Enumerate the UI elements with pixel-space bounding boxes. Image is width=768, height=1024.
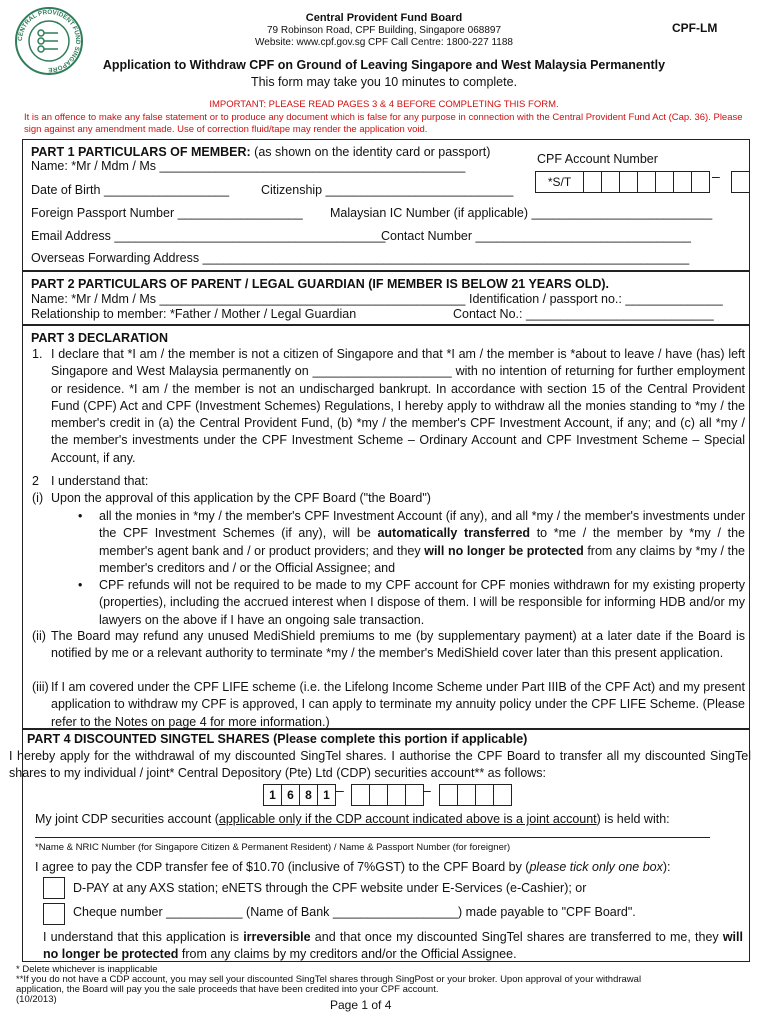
part1-heading: PART 1 PARTICULARS OF MEMBER: (31, 145, 251, 159)
cpf-digit-box[interactable] (637, 171, 656, 193)
joint-account-a: My joint CDP securities account ( (35, 812, 219, 826)
overseas-address-field[interactable]: Overseas Forwarding Address ______________________________________________________________________ (31, 251, 690, 265)
relationship-field[interactable]: Relationship to member: *Father / Mother / Legal Guardian (31, 307, 357, 321)
part3-heading: PART 3 DECLARATION (31, 331, 169, 345)
cdp-digit-box: 1 (263, 784, 282, 806)
contact-number-field[interactable]: Contact Number _______________________________ (381, 229, 691, 243)
bullet-2-text: CPF refunds will not be required to be made to my CPF account for CPF monies withdrawn for my existing property (properties), including the accrued interest when I dispose of them. I will be responsible for informing HDB and/or my lawyers on the above if I have an ongoing sale transaction. (99, 578, 745, 627)
joint-account-underlined: applicable only if the CDP account indicated above is a joint account (218, 812, 597, 826)
member-name-field[interactable]: Name: *Mr / Mdm / Ms ____________________________________________ (31, 159, 466, 173)
cdp-digit-box: 1 (317, 784, 336, 806)
form-title: Application to Withdraw CPF on Ground of Leaving Singapore and West Malaysia Permanently (102, 58, 666, 72)
part1-section (22, 139, 750, 271)
joint-account-b: ) is held with: (596, 812, 670, 826)
cdp-dash-1: – (336, 782, 344, 798)
bullet-1-bold-a: automatically transferred (377, 526, 531, 541)
logo-text: CENTRAL PROVIDENT FUND SINGAPORE (16, 8, 82, 74)
cpf-account-boxes (535, 171, 709, 193)
part3-section (22, 325, 750, 729)
cdp-account-boxes-2 (351, 784, 423, 806)
cdp-digit-box[interactable] (493, 784, 512, 806)
irr-c: and that once my discounted SingTel shares are transferred to me, they (310, 930, 723, 944)
cdp-digit-box[interactable] (475, 784, 494, 806)
bullet-1-bold-b: will no longer be protected (424, 543, 584, 558)
irr-bold-b: will no longer be protected (43, 930, 743, 962)
malaysian-ic-field[interactable]: Malaysian IC Number (if applicable) __________________________ (330, 206, 713, 220)
cpf-digit-box[interactable] (655, 171, 674, 193)
cpf-digit-box[interactable] (601, 171, 620, 193)
cpf-account-label: CPF Account Number (537, 152, 658, 166)
irr-a: I understand that this application is (43, 930, 244, 944)
org-website: Website: www.cpf.gov.sg CPF Call Centre: 1800-227 1188 (255, 37, 513, 48)
form-code: CPF-LM (672, 21, 718, 35)
cpf-digit-box[interactable] (619, 171, 638, 193)
guardian-id-field[interactable]: Identification / passport no.: ______________ (469, 292, 723, 306)
guardian-contact-field[interactable]: Contact No.: ___________________________ (453, 307, 714, 321)
part1-heading-note: (as shown on the identity card or passport) (254, 145, 491, 159)
cdp-digit-box[interactable] (387, 784, 406, 806)
org-name: Central Provident Fund Board (305, 12, 463, 24)
guardian-name-field[interactable]: Name: *Mr / Mdm / Ms ____________________________________________ (31, 292, 466, 306)
cheque-option[interactable]: Cheque number ___________ (Name of Bank __________________) made payable to "CPF Board". (73, 905, 636, 919)
joint-account-line (35, 812, 670, 826)
part4-intro: I hereby apply for the withdrawal of my discounted SingTel shares. I authorise the CPF Board to transfer all my discounted SingTel shares to my individual / joint* Central Depository (Pte) Ltd (CDP) securities account** as follows: (9, 749, 751, 781)
item-i-text: Upon the approval of this application by the CPF Board ("the Board") (51, 491, 431, 505)
joint-holder-line[interactable] (35, 837, 710, 838)
cheque-checkbox[interactable] (43, 903, 65, 925)
cdp-account-boxes (263, 784, 335, 806)
footnote-cdp: **If you do not have a CDP account, you may sell your discounted SingTel shares through SingPost or your broker. Upon approval of your withdrawal (16, 974, 642, 985)
cdp-digit-box: 6 (281, 784, 300, 806)
bullet-1-part-c: to *me / the member by *my / the member's agent bank and / or product providers; and they (99, 526, 746, 558)
declaration-2-text: I understand that: (51, 474, 149, 488)
item-iii-number: (iii) (32, 680, 49, 694)
part1-heading-line (31, 145, 490, 159)
irr-e: from any claims by my creditors and/or the Official Assignee. (178, 947, 517, 962)
dpay-option: D-PAY at any AXS station; eNETS through the CPF website under E-Services (e-Cashier); or (73, 881, 587, 895)
part4-heading: PART 4 DISCOUNTED SINGTEL SHARES (Please complete this portion if applicable) (27, 732, 528, 746)
dob-field[interactable]: Date of Birth __________________ (31, 183, 230, 197)
cdp-digit-box[interactable] (439, 784, 458, 806)
fee-a: I agree to pay the CDP transfer fee of $10.70 (inclusive of 7%GST) to the CPF Board by ( (35, 860, 530, 874)
item-i-number: (i) (32, 491, 44, 505)
form-subtitle: This form may take you 10 minutes to complete. (250, 75, 518, 89)
cpf-digit-box[interactable] (691, 171, 710, 193)
cdp-digit-box[interactable] (351, 784, 370, 806)
cpf-digit-box[interactable] (583, 171, 602, 193)
item-iii-text: If I am covered under the CPF LIFE scheme (i.e. the Lifelong Income Scheme under Part IIIB of the CPF Act) and my present application to withdraw my CPF is approved, I can apply to terminate my annuity policy under the CPF LIFE Scheme. (Please refer to the Notes on page 4 for more information.) (51, 680, 745, 729)
irr-bold-a: irreversible (243, 930, 311, 944)
item-ii-number: (ii) (32, 629, 46, 643)
cdp-digit-box[interactable] (457, 784, 476, 806)
item-ii-text: The Board may refund any unused MediShield premiums to me (by supplementary payment) at a later date if the Board is notified by me or a relevant authority to terminate *my / the member's MediShield cover later than this present application. (51, 629, 745, 661)
transfer-fee-line (35, 860, 671, 874)
bullet-1-part-e: from any claims by *my / the member's creditors and / or the Official Assignee; and (99, 543, 745, 575)
passport-field[interactable]: Foreign Passport Number __________________ (31, 206, 303, 220)
footnote-delete: * Delete whichever is inapplicable (16, 964, 158, 975)
email-field[interactable]: Email Address _______________________________________ (31, 229, 386, 243)
part2-section (22, 271, 750, 325)
fee-b: ): (662, 860, 671, 874)
irreversible-notice (43, 929, 743, 964)
cpf-dash: – (712, 168, 720, 184)
bullet-1-part-a: all the monies in *my / the member's CPF Investment Account (if any), and all *my / the member's investments under the CPF Investment Schemes (if any), will be (99, 509, 745, 541)
cdp-digit-box[interactable] (405, 784, 424, 806)
bullet: • (78, 509, 83, 523)
cpf-digit-box[interactable] (673, 171, 692, 193)
cpf-prefix-box: *S/T (535, 171, 584, 193)
page-number: Page 1 of 4 (330, 998, 392, 1012)
cdp-account-boxes-3 (439, 784, 511, 806)
form-version: (10/2013) (16, 994, 57, 1005)
dpay-checkbox[interactable] (43, 877, 65, 899)
org-address: 79 Robinson Road, CPF Building, Singapore 068897 (266, 25, 502, 36)
important-notice: IMPORTANT: PLEASE READ PAGES 3 & 4 BEFORE COMPLETING THIS FORM. (209, 99, 559, 110)
cdp-digit-box: 8 (299, 784, 318, 806)
declaration-1-number: 1. (32, 347, 43, 361)
citizenship-field[interactable]: Citizenship ___________________________ (261, 183, 514, 197)
offence-warning: It is an offence to make any false statement or to produce any document which is false for any purpose in connection with the Central Provident Fund Act (Cap. 36). Please sign against any amendment made. Use of correction fluid/tape may render the application void. (24, 112, 743, 135)
declaration-1-text: I declare that *I am / the member is not a citizen of Singapore and that *I am / the member is *about to leave / have (has) left Singapore and West Malaysia permanently on ____________________ with no intention of returning for further employment or residence. *I am / the member is not an undischarged bankrupt. In accordance with section 15 of the Central Provident Fund (CPF) Act and CPF (Investment Schemes) Regulations, I hereby apply to withdraw all the monies standing to *my / the member's credit in (a) the Central Provident Fund, (b) *my / the member's CPF Investment Account, if any; and (c) all *my / the member's investments under the CPF Investment Scheme – Ordinary Account and CPF Investment Scheme – Special Account, if any. (51, 347, 745, 465)
cpf-check-box[interactable] (731, 171, 750, 193)
cdp-digit-box[interactable] (369, 784, 388, 806)
name-nric-note: *Name & NRIC Number (for Singapore Citizen & Permanent Resident) / Name & Passport Number (for foreigner) (35, 842, 511, 853)
part4-section (9, 729, 751, 962)
footnote-cdp-2: application, the Board will pay you the sale proceeds that have been credited into your CPF account. (16, 984, 439, 995)
fee-italic: please tick only one box (529, 860, 663, 874)
part2-heading: PART 2 PARTICULARS OF PARENT / LEGAL GUARDIAN (IF MEMBER IS BELOW 21 YEARS OLD). (31, 277, 610, 291)
bullet: • (78, 578, 83, 592)
declaration-2-number: 2 (32, 474, 39, 488)
cdp-dash-2: – (423, 782, 431, 798)
bullet-1-text (99, 508, 745, 577)
